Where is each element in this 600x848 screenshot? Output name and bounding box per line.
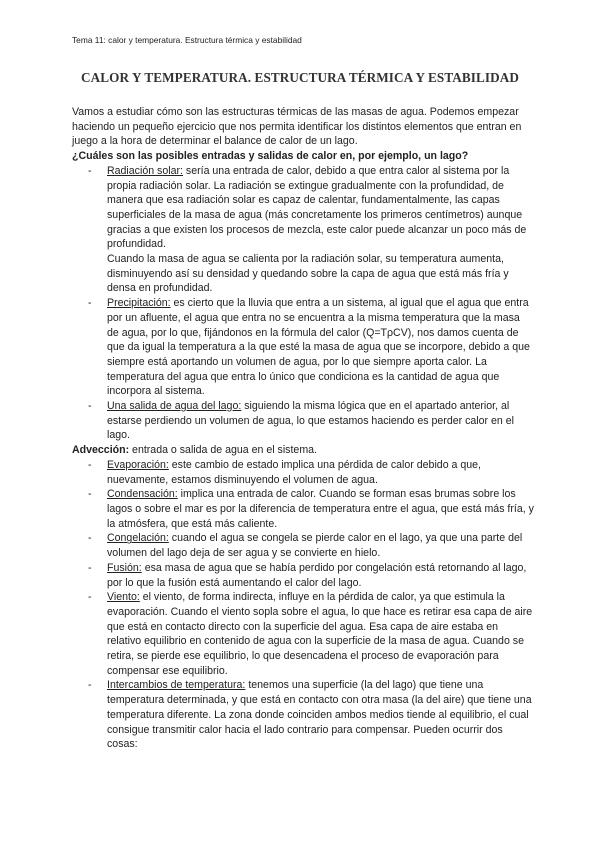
- text-intercambios: tenemos una superficie (la del lago) que tiene una temperatura determinada, y que está en contacto con otra masa (la del aire) que tiene una temperatura diferente. La zona donde coinciden ambos medios tiende al equilibrio, el cual consigue transmitir calor hacia el lado contrario para compensar. Pueden ocurrir dos cosas:: [107, 679, 532, 751]
- term-radiacion: Radiación solar:: [107, 164, 183, 177]
- list-item-congelacion: [72, 531, 534, 560]
- bullet-dash: -: [88, 488, 92, 501]
- question-heading: ¿Cuáles son las posibles entradas y salidas de calor en, por ejemplo, un lago?: [72, 150, 469, 163]
- text-radiacion: sería una entrada de calor, debido a que entra calor al sistema por la propia radiación solar. La radiación se extingue gradualmente con la profundidad, de manera que esa radiación solar es capaz de calentar, fundamentalmente, las capas superficiales de la masa de agua (más concretamente los primeros centímetros) aunque gracias a que existen los procesos de mezcla, este calor puede alcanzar un poco más de profundidad.: [107, 164, 527, 251]
- bullet-dash: -: [88, 297, 92, 310]
- advection-label: Advección:: [72, 444, 130, 457]
- bullet-dash: -: [88, 400, 92, 413]
- list-item-fusion: [72, 561, 534, 590]
- text-evaporacion: este cambio de estado implica una pérdida de calor debido a que, nuevamente, estamos disminuyendo el volumen de agua.: [107, 458, 481, 486]
- text-salida-agua: siguiendo la misma lógica que en el apartado anterior, al estarse perdiendo un volumen de agua, lo que estamos haciendo es perder calor en el lago.: [107, 400, 514, 442]
- document-body: [72, 105, 534, 752]
- list-item-salida-agua: [72, 399, 534, 443]
- term-congelacion: Congelación:: [107, 532, 169, 545]
- text-fusion: esa masa de agua que se había perdido por congelación está retornando al lago, por lo que la fusión está aumentando el calor del lago.: [107, 561, 527, 589]
- term-salida-agua: Una salida de agua del lago:: [107, 400, 242, 413]
- advection-list: [72, 458, 534, 752]
- bullet-dash: -: [88, 679, 92, 692]
- text-condensacion: implica una entrada de calor. Cuando se forman esas brumas sobre los lagos o sobre el mar es por la diferencia de temperatura entre el agua, que está más fría, y la atmósfera, que está más caliente.: [107, 488, 534, 530]
- text-viento: el viento, de forma indirecta, influye en la pérdida de calor, ya que estimula la evaporación. Cuando el viento sopla sobre el agua, lo que hace es retirar esa capa de aire que está en contacto directo con la superficie del agua. Esa capa de aire estaba en relativo equilibrio en contenido de agua con la superficie de la masa de agua. Cuando se retira, se pierde ese equilibrio, lo que desencadena el proceso de evaporación para compensar ese equilibrio.: [107, 591, 533, 677]
- bullet-dash: -: [88, 164, 92, 177]
- list-item-condensacion: [72, 487, 534, 531]
- term-intercambios: Intercambios de temperatura:: [107, 679, 246, 692]
- term-condensacion: Condensación:: [107, 488, 178, 501]
- bullet-dash: -: [88, 458, 92, 471]
- list-item-precipitacion: [72, 296, 534, 399]
- list-item-intercambios: [72, 678, 534, 752]
- advection-paragraph: [72, 443, 534, 458]
- bullet-dash: -: [88, 532, 92, 545]
- text-congelacion: cuando el agua se congela se pierde calor en el lago, ya que una parte del volumen del lago deja de ser agua y se convierte en hielo.: [107, 532, 523, 560]
- document-title: CALOR Y TEMPERATURA. ESTRUCTURA TÉRMICA Y ESTABILIDAD: [81, 70, 519, 85]
- list-item-radiacion: [72, 164, 534, 252]
- heat-sources-list-2: [72, 296, 534, 443]
- page-header: Tema 11: calor y temperatura. Estructura térmica y estabilidad: [72, 35, 302, 45]
- heat-sources-list: [72, 164, 534, 252]
- bullet-dash: -: [88, 561, 92, 574]
- term-fusion: Fusión:: [107, 561, 142, 574]
- intro-paragraph: Vamos a estudiar cómo son las estructuras térmicas de las masas de agua. Podemos empezar haciendo un pequeño ejercicio que nos permita identificar los distintos elementos que entran en juego a la hora de determinar el balance de calor de un lago.: [72, 106, 522, 148]
- advection-text: entrada o salida de agua en el sistema.: [129, 444, 317, 457]
- term-precipitacion: Precipitación:: [107, 297, 171, 310]
- list-item-evaporacion: [72, 458, 534, 487]
- bullet-dash: -: [88, 591, 92, 604]
- text-precipitacion: es cierto que la lluvia que entra a un sistema, al igual que el agua que entra por un afluente, el agua que entra no se encuentra a la misma temperatura que la masa de agua, por lo que, fijándonos en la fórmula del calor (Q=TρCV), nos damos cuenta de que da igual la temperatura a la que esté la masa de agua que se incorpore, debido a que siempre está aportando un volumen de agua, por lo que siempre aporta calor. La temperatura del agua que entra lo único que condiciona es la cantidad de agua que incorpora al sistema.: [107, 297, 530, 398]
- list-item-viento: [72, 590, 534, 678]
- term-evaporacion: Evaporación:: [107, 458, 169, 471]
- radiacion-extra-paragraph: Cuando la masa de agua se calienta por la radiación solar, su temperatura aumenta, disminuyendo así su densidad y quedando sobre la capa de agua que está más fría y densa en profundidad.: [107, 253, 509, 295]
- term-viento: Viento:: [107, 591, 140, 604]
